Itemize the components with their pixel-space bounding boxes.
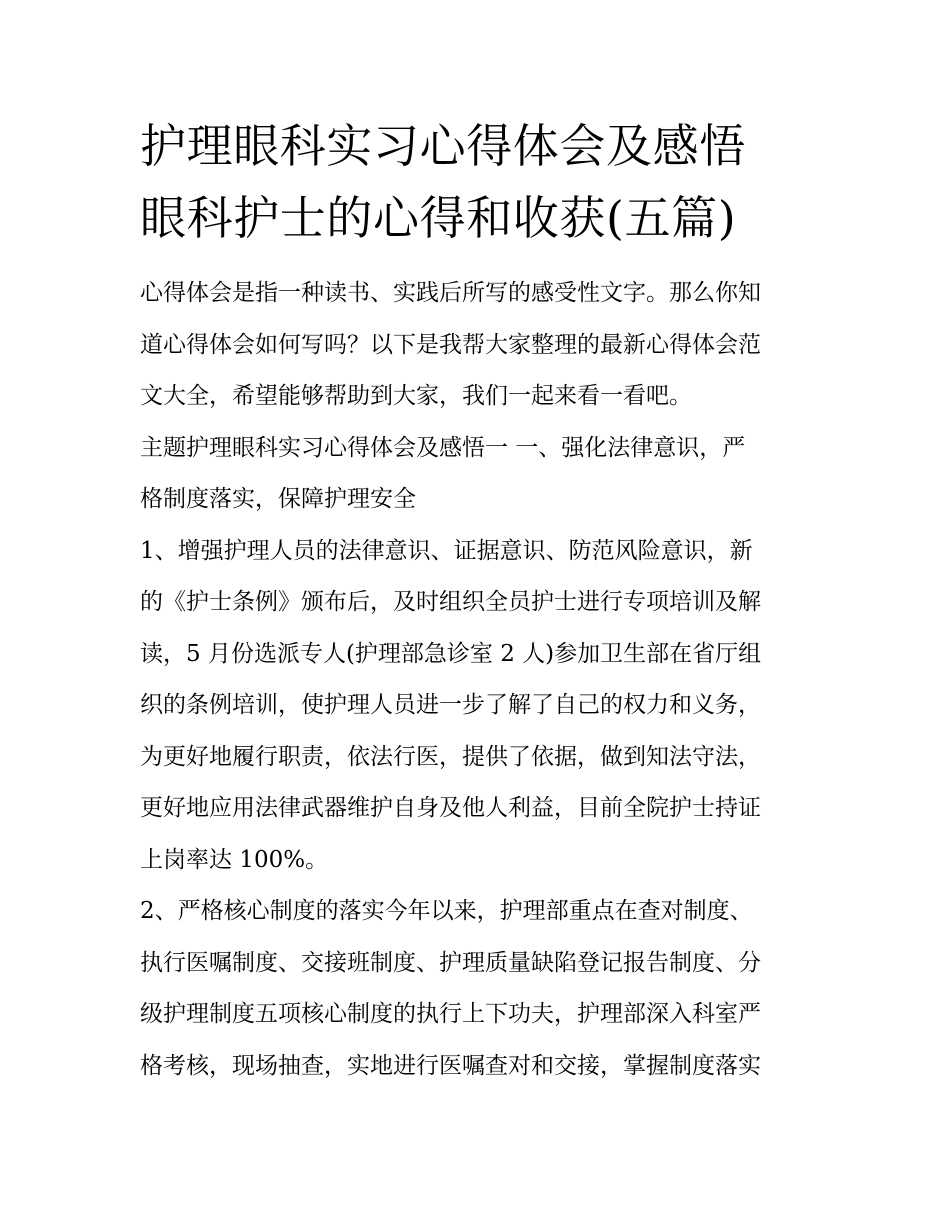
body-line: 级护理制度五项核心制度的执行上下功夫，护理部深入科室严 — [140, 1001, 761, 1027]
title-line-2: 眼科护士的心得和收获(五篇) — [140, 191, 737, 245]
document-content — [140, 110, 812, 1092]
body-line: 格制度落实，保障护理安全 — [140, 486, 416, 512]
body-line: 织的条例培训，使护理人员进一步了解了自己的权力和义务， — [140, 692, 761, 718]
document-title — [140, 110, 812, 254]
body-line: 为更好地履行职责，依法行医，提供了依据，做到知法守法， — [140, 743, 761, 770]
body-line: 2、严格核心制度的落实今年以来，护理部重点在查对制度、 — [140, 898, 753, 924]
document-body — [140, 268, 812, 1092]
body-line: 主题护理眼科实习心得体会及感悟一 一、强化法律意识，严 — [140, 434, 746, 461]
title-line-1: 护理眼科实习心得体会及感悟 — [140, 119, 746, 173]
body-line: 执行医嘱制度、交接班制度、护理质量缺陷登记报告制度、分 — [140, 949, 761, 976]
body-line: 道心得体会如何写吗？以下是我帮大家整理的最新心得体会范 — [140, 331, 761, 358]
body-line: 心得体会是指一种读书、实践后所写的感受性文字。那么你知 — [140, 280, 761, 306]
body-line: 的《护士条例》颁布后，及时组织全员护士进行专项培训及解 — [140, 589, 761, 615]
body-line: 格考核，现场抽查，实地进行医嘱查对和交接，掌握制度落实 — [140, 1052, 761, 1079]
body-line: 读，5 月份选派专人(护理部急诊室 2 人)参加卫生部在省厅组 — [140, 640, 762, 667]
body-line: 1、增强护理人员的法律意识、证据意识、防范风险意识，新 — [140, 537, 753, 564]
body-line: 上岗率达 100%。 — [140, 846, 329, 873]
body-line: 文大全，希望能够帮助到大家，我们一起来看一看吧。 — [140, 383, 692, 409]
body-line: 更好地应用法律武器维护自身及他人利益，目前全院护士持证 — [140, 795, 761, 821]
